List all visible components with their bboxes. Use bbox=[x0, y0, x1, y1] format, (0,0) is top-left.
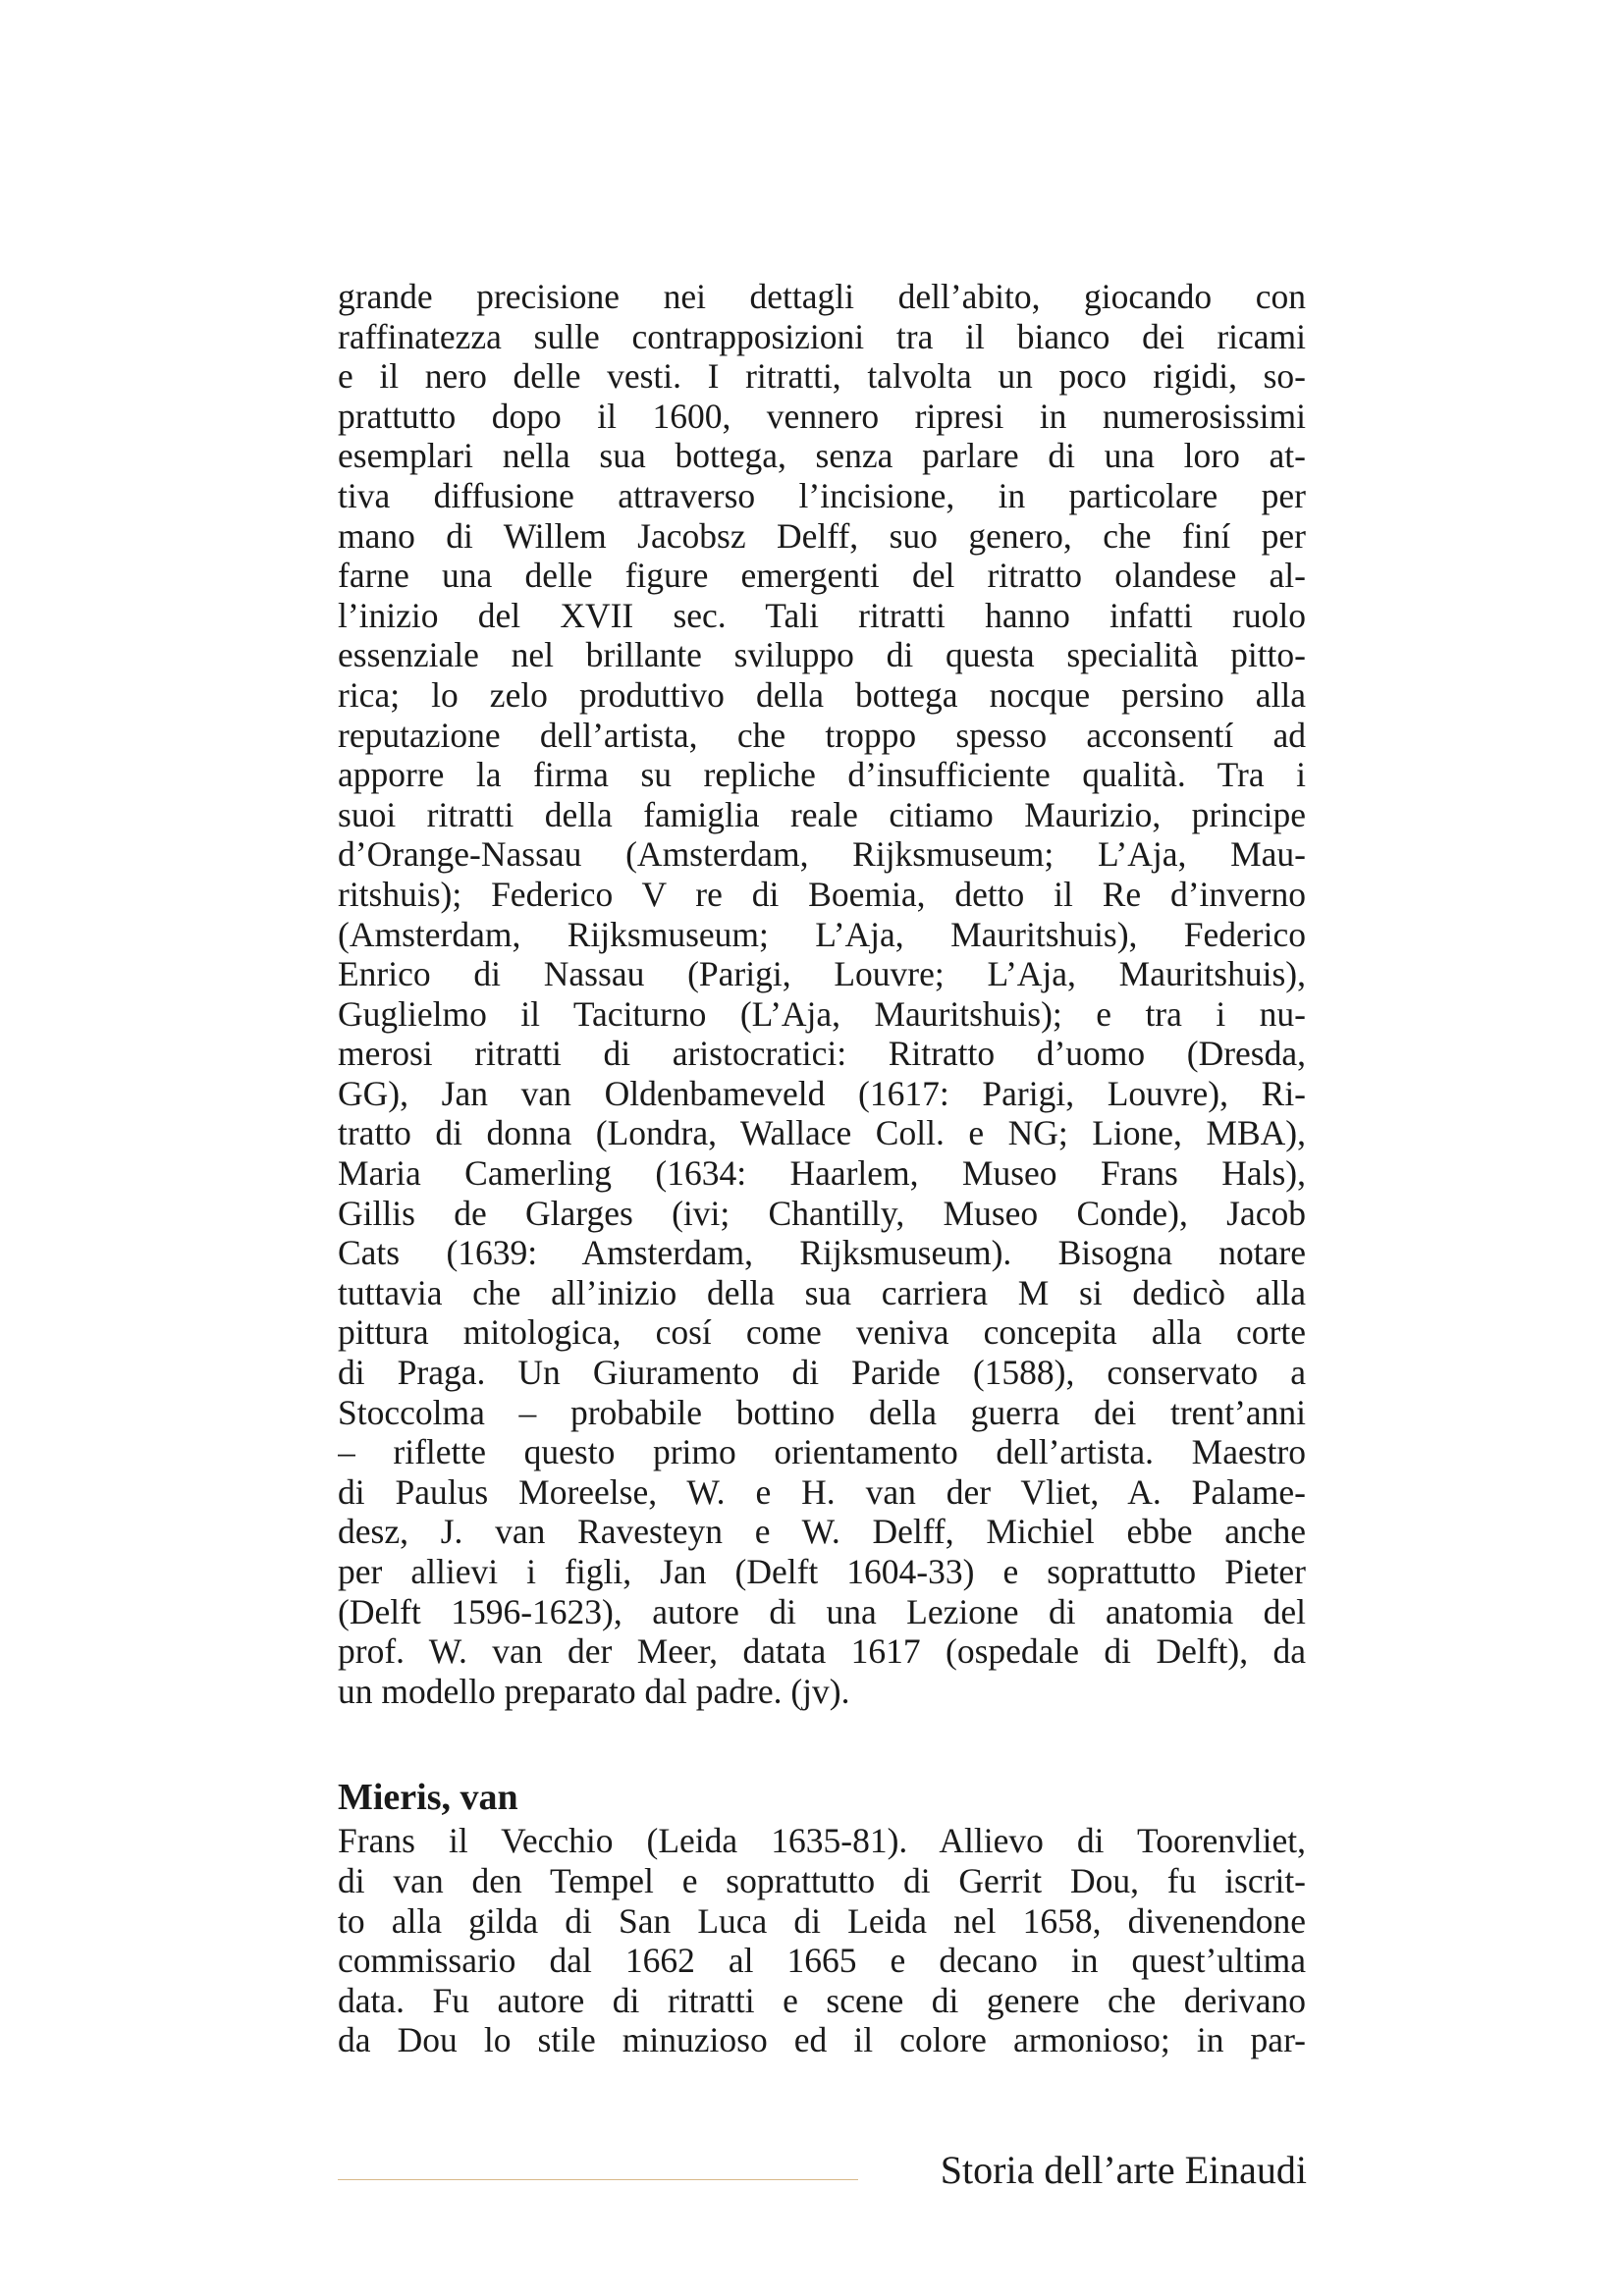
text-line: pittura mitologica, cosí come veniva concepita alla corte bbox=[338, 1312, 1306, 1353]
text-line: Gillis de Glarges (ivi; Chantilly, Museo Conde), Jacob bbox=[338, 1193, 1306, 1233]
text-line: Frans il Vecchio (Leida 1635-81). Allievo di Toorenvliet, bbox=[338, 1821, 1306, 1861]
text-line: Maria Camerling (1634: Haarlem, Museo Frans Hals), bbox=[338, 1153, 1306, 1194]
entry-title: Mieris, van bbox=[338, 1777, 518, 1819]
text-line: commissario dal 1662 al 1665 e decano in quest’ultima bbox=[338, 1941, 1306, 1981]
text-line: l’inizio del XVII sec. Tali ritratti hanno infatti ruolo bbox=[338, 595, 1306, 635]
text-line: mano di Willem Jacobsz Delff, suo genero, che finí per bbox=[338, 515, 1306, 556]
text-line: (Delft 1596-1623), autore di una Lezione di anatomia del bbox=[338, 1591, 1306, 1631]
text-line: desz, J. van Ravesteyn e W. Delff, Michiel ebbe anche bbox=[338, 1512, 1306, 1552]
text-line: prattutto dopo il 1600, vennero ripresi in numerosissimi bbox=[338, 396, 1306, 436]
text-line: Stoccolma – probabile bottino della guerra dei trent’anni bbox=[338, 1392, 1306, 1432]
text-line: grande precisione nei dettagli dell’abito, giocando con bbox=[338, 277, 1306, 316]
text-line: prof. W. van der Meer, datata 1617 (ospedale di Delft), da bbox=[338, 1631, 1306, 1672]
text-line: Enrico di Nassau (Parigi, Louvre; L’Aja, Mauritshuis), bbox=[338, 954, 1306, 994]
text-line: tratto di donna (Londra, Wallace Coll. e NG; Lione, MBA), bbox=[338, 1113, 1306, 1153]
text-line: di Paulus Moreelse, W. e H. van der Vliet, A. Palame- bbox=[338, 1471, 1306, 1512]
text-line: to alla gilda di San Luca di Leida nel 1658, divenendone bbox=[338, 1900, 1306, 1941]
text-line: di van den Tempel e soprattutto di Gerrit Dou, fu iscrit- bbox=[338, 1860, 1306, 1900]
text-line: ritshuis); Federico V re di Boemia, detto il Re d’inverno bbox=[338, 874, 1306, 914]
text-line: merosi ritratti di aristocratici: Ritratto d’uomo (Dresda, bbox=[338, 1034, 1306, 1074]
text-line: suoi ritratti della famiglia reale citiamo Maurizio, principe bbox=[338, 794, 1306, 834]
text-line: esemplari nella sua bottega, senza parlare di una loro at- bbox=[338, 436, 1306, 476]
text-line: GG), Jan van Oldenbameveld (1617: Parigi, Louvre), Ri- bbox=[338, 1073, 1306, 1113]
text-line: apporre la firma su repliche d’insufficiente qualità. Tra i bbox=[338, 755, 1306, 795]
text-line: di Praga. Un Giuramento di Paride (1588), conservato a bbox=[338, 1353, 1306, 1393]
text-line: essenziale nel brillante sviluppo di questa specialità pitto- bbox=[338, 635, 1306, 675]
text-line: tuttavia che all’inizio della sua carriera M si dedicò alla bbox=[338, 1272, 1306, 1312]
text-line: tiva diffusione attraverso l’incisione, in particolare per bbox=[338, 475, 1306, 515]
text-line: data. Fu autore di ritratti e scene di genere che derivano bbox=[338, 1980, 1306, 2020]
paragraph-frans-il-vecchio bbox=[338, 1821, 1306, 2060]
page-body bbox=[338, 277, 1306, 2060]
text-line: – riflette questo primo orientamento dell’artista. Maestro bbox=[338, 1432, 1306, 1472]
text-line: rica; lo zelo produttivo della bottega nocque persino alla bbox=[338, 674, 1306, 715]
text-line: (Amsterdam, Rijksmuseum; L’Aja, Mauritshuis), Federico bbox=[338, 914, 1306, 954]
footer-title: Storia dell’arte Einaudi bbox=[940, 2148, 1307, 2192]
text-line: reputazione dell’artista, che troppo spesso acconsentí ad bbox=[338, 715, 1306, 755]
paragraph-michiel-continued bbox=[338, 277, 1306, 1711]
text-line: e il nero delle vesti. I ritratti, talvolta un poco rigidi, so- bbox=[338, 356, 1306, 397]
text-line: d’Orange-Nassau (Amsterdam, Rijksmuseum; L’Aja, Mau- bbox=[338, 834, 1306, 875]
text-line: Cats (1639: Amsterdam, Rijksmuseum). Bisogna notare bbox=[338, 1233, 1306, 1273]
text-line: un modello preparato dal padre. (jv). bbox=[338, 1671, 850, 1711]
footer-rule bbox=[338, 2179, 858, 2180]
text-line: farne una delle figure emergenti del ritratto olandese al- bbox=[338, 556, 1306, 596]
text-line: da Dou lo stile minuzioso ed il colore armonioso; in par- bbox=[338, 2020, 1306, 2060]
text-line: Guglielmo il Taciturno (L’Aja, Mauritshuis); e tra i nu- bbox=[338, 993, 1306, 1034]
text-line: raffinatezza sulle contrapposizioni tra il bianco dei ricami bbox=[338, 316, 1306, 356]
text-line: per allievi i figli, Jan (Delft 1604-33) e soprattutto Pieter bbox=[338, 1552, 1306, 1591]
